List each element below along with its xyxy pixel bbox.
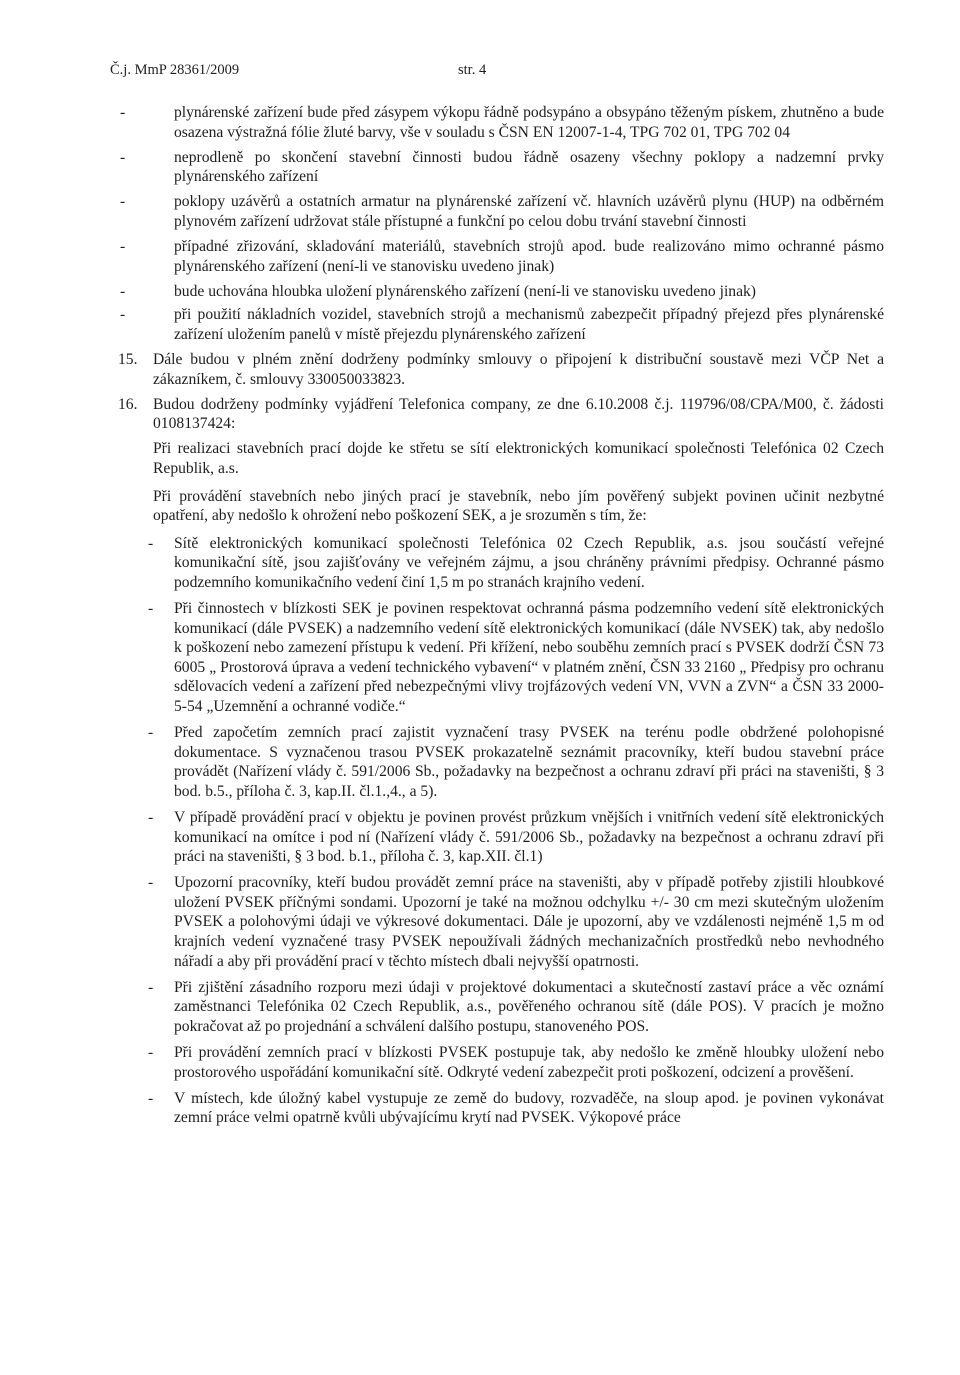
list-item (118, 305, 884, 344)
list-item-text: Před započetím zemních prací zajistit vyznačení trasy PVSEK na terénu podle obdržené polohopisné dokumentace. S vyznačenou trasou PVSEK prokazatelně seznámit pracovníky, kteří budou stavební práce provádět (Nařízení vlády č. 591/2006 Sb., požadavky na bezpečnost a ochranu zdraví při práci na staveništi, § 3 bod. b.5., příloha č. 3, kap.II. čl.1.,4., a 5). (174, 724, 884, 800)
list-item (118, 103, 884, 142)
bullet-dash: - (120, 282, 126, 300)
bullet-dash: - (148, 534, 154, 552)
sub-list-item (118, 808, 884, 867)
list-item-text: V místech, kde úložný kabel vystupuje ze země do budovy, rozvaděče, na sloup apod. je povinen vykonávat zemní práce velmi opatrně kvůli ubývajícímu krytí nad PVSEK. Výkopové práce (174, 1089, 884, 1127)
list-item-text: poklopy uzávěrů a ostatních armatur na plynárenské zařízení vč. hlavních uzávěrů plynu (HUP) na odběrném plynovém zařízení udržovat stále přístupné a funkční po celou dobu trvání stavební činnosti (174, 193, 884, 230)
paragraph: Při realizaci stavebních prací dojde ke střetu se sítí elektronických komunikací společnosti Telefónica 02 Czech Republik, a.s. (153, 440, 884, 477)
list-item-text: neprodleně po skončení stavební činnosti budou řádně osazeny všechny poklopy a nadzemní prvky plynárenského zařízení (174, 148, 884, 186)
sub-list-item (118, 723, 884, 801)
list-item-text: Upozorní pracovníky, kteří budou provádět zemní práce na staveništi, aby v případě potřeby zjistili hloubkové uložení PVSEK příčnými sondami. Upozorní je také na možnou odchylku +/- 30 cm mezi skutečným uložením PVSEK a polohovými údaji ve výkresové dokumentaci. Dále je upozorní, aby ve vzdálenosti nejméně 1,5 m od krajních vedení vyznačené trasy PVSEK nepoužívali žádných mechanizačních prostředků nebo nevhodného nářadí a aby při provádění prací v těchto místech dbali nejvyšší opatrnosti. (174, 874, 884, 970)
page-header (110, 62, 880, 82)
list-item (118, 192, 884, 231)
sub-list-item (118, 534, 884, 593)
list-item (118, 237, 884, 276)
bullet-dash: - (148, 874, 154, 892)
list-item-text: při použití nákladních vozidel, stavebních strojů a mechanismů zabezpečit případný přejezd přes plynárenské zařízení uložením panelů v místě přejezdu plynárenského zařízení (174, 306, 884, 343)
list-item-text: V případě provádění prací v objektu je povinen provést průzkum vnějších i vnitřních vedení sítě elektronických komunikací na omítce i pod ní (Nařízení vlády č. 591/2006 Sb., požadavky na bezpečnost a ochranu zdraví při práci na staveništi, § 3 bod. b.1., příloha č. 3, kap.XII. čl.1) (174, 809, 884, 866)
sub-list-item (118, 978, 884, 1037)
bullet-dash: - (148, 1044, 154, 1062)
list-item-text: bude uchována hloubka uložení plynárenského zařízení (není-li ve stanovisku uvedeno jinak) (174, 282, 756, 300)
list-item (118, 148, 884, 187)
bullet-dash: - (148, 600, 154, 618)
item-number: 16. (118, 395, 138, 413)
list-item-text: plynárenské zařízení bude před zásypem výkopu řádně podsypáno a obsypáno těženým pískem, zhutněno a bude osazena výstražná fólie žluté barvy, vše v souladu s ČSN EN 12007-1-4, TPG 702 01, TPG 702 04 (174, 104, 884, 141)
bullet-dash: - (148, 978, 154, 996)
list-item-text: případné zřizování, skladování materiálů, stavebních strojů apod. bude realizováno mimo ochranné pásmo plynárenského zařízení (není-li ve stanovisku uvedeno jinak) (174, 238, 884, 275)
numbered-item-15 (118, 350, 884, 389)
item-number: 15. (118, 351, 138, 369)
list-item-text: Při zjištění zásadního rozporu mezi údaji v projektové dokumentaci a skutečností zastaví práce a věc oznámí zaměstnanci Telefónika 02 Czech Republik, a.s., pověřeného ochranou sítě (dále POS). V pracích je možno pokračovat až po projednání a schválení dalšího postupu, stanoveného POS. (174, 978, 884, 1035)
list-item-text: Při provádění zemních prací v blízkosti PVSEK postupuje tak, aby nedošlo ke změně hloubky uložení nebo prostorového uspořádání komunikační sítě. Odkryté vedení zabezpečit proti poškození, odcizení a prověšení. (174, 1044, 884, 1081)
sub-list-item (118, 873, 884, 971)
item-text: Dále budou v plném znění dodrženy podmínky smlouvy o připojení k distribuční soustavě mezi VČP Net a zákazníkem, č. smlouvy 330050033823. (153, 351, 884, 388)
document-body (118, 103, 884, 1134)
bullet-dash: - (120, 104, 126, 121)
list-item-text: Sítě elektronických komunikací společnosti Telefónica 02 Czech Republik, a.s. jsou součástí veřejné komunikační sítě, jsou zajišťovány ve veřejném zájmu, a jsou chráněny právními předpisy. Ochranné pásmo podzemního komunikačního vedení činí 1,5 m po stranách krajního vedení. (174, 534, 884, 591)
sub-list-item (118, 1089, 884, 1128)
bullet-dash: - (120, 148, 126, 166)
list-item-text: Při činnostech v blízkosti SEK je povinen respektovat ochranná pásma podzemního vedení sítě elektronických komunikací (dále PVSEK) a nadzemního vedení sítě elektronických komunikací (dále NVSEK) tak, aby nedošlo k poškození nebo zamezení přístupu k vedení. Při křížení, nebo souběhu zemních prací s PVSEK dodrží ČSN 73 6005 „ Prostorová úprava a vedení technického vybavení“ v platném znění, ČSN 33 2160 „ Předpisy pro ochranu sdělovacích vedení a zařízení před nebezpečnými vlivy trojfázových vedení VN, VVN a ZVN“ a ČSN 33 2000-5-54 „Uzemnění a ochranné vodiče.“ (174, 600, 884, 716)
bullet-dash: - (148, 724, 154, 742)
list-item (118, 282, 884, 302)
document-reference: Č.j. MmP 28361/2009 (110, 62, 240, 78)
bullet-dash: - (120, 306, 126, 324)
numbered-item-16 (118, 395, 884, 434)
bullet-dash: - (120, 238, 126, 256)
sub-list-item (118, 1043, 884, 1082)
sub-list-item (118, 599, 884, 717)
paragraph: Při provádění stavebních nebo jiných prací je stavebník, nebo jím pověřený subjekt povinen učinit nezbytné opatření, aby nedošlo k ohrožení nebo poškození SEK, a je srozuměn s tím, že: (153, 487, 884, 525)
bullet-dash: - (148, 1089, 154, 1107)
bullet-dash: - (148, 809, 154, 826)
item-text: Budou dodrženy podmínky vyjádření Telefonica company, ze dne 6.10.2008 č.j. 119796/08/CPA/M00, č. žádosti 0108137424: (153, 395, 884, 433)
bullet-dash: - (120, 193, 126, 211)
page-number: str. 4 (458, 62, 487, 78)
